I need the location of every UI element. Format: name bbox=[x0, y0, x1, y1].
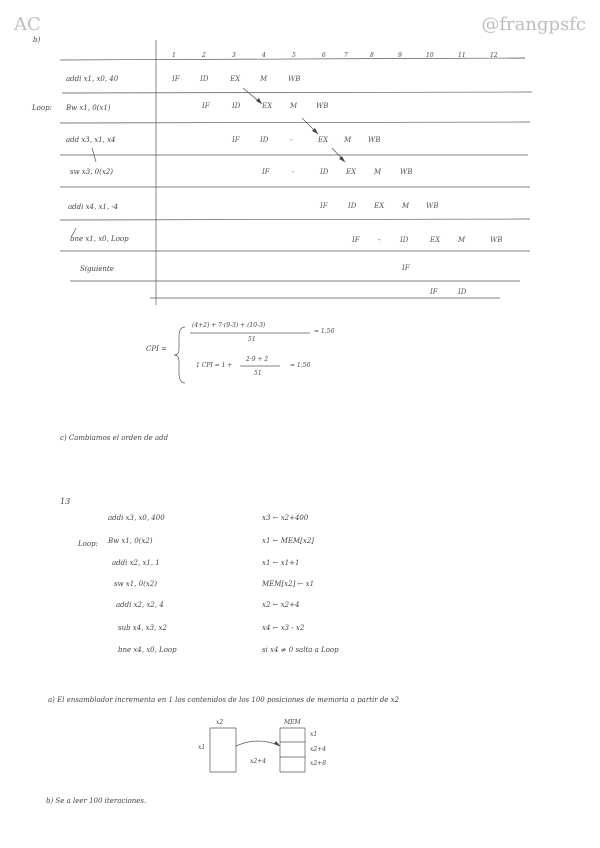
instr-label: sw x3, 0(x2) bbox=[70, 168, 113, 176]
note-a: a) El ensamblador incrementa en 1 los contenidos de los 100 posiciones de memoria a partir de x2 bbox=[48, 696, 400, 704]
stage-cell: - bbox=[290, 136, 293, 144]
code-desc: x1 ← MEM[x2] bbox=[262, 537, 315, 545]
code-desc: x2 ← x2+4 bbox=[262, 601, 300, 609]
watermark: @frangpsfc bbox=[481, 14, 586, 35]
cycle-6: 6 bbox=[322, 52, 326, 59]
loop-prefix: Loop: bbox=[78, 540, 98, 548]
stage-cell: M bbox=[374, 168, 382, 176]
stage-cell: M bbox=[402, 202, 410, 210]
stage-cell: IF bbox=[202, 102, 210, 110]
stage-cell: WB bbox=[400, 168, 413, 176]
code-desc: si x4 ≠ 0 salta a Loop bbox=[262, 646, 339, 654]
cpi-line1-den: 51 bbox=[248, 336, 256, 343]
stage-cell: - bbox=[378, 236, 381, 244]
cpi-line1-result: = 1.56 bbox=[314, 328, 335, 335]
stage-cell: IF bbox=[172, 75, 180, 83]
diagram-right-label: x2+8 bbox=[310, 760, 327, 767]
cpi-line2-result: = 1.56 bbox=[290, 362, 311, 369]
stage-cell: M bbox=[290, 102, 298, 110]
stage-cell: ID bbox=[458, 288, 467, 296]
instr-label: addi x1, x0, 40 bbox=[66, 75, 119, 83]
note-c: c) Cambiamos el orden de add bbox=[60, 434, 169, 442]
instr-label: Siguiente bbox=[80, 265, 114, 273]
stage-cell: ID bbox=[200, 75, 209, 83]
instr-label: Bw x1, 0(x1) bbox=[66, 104, 111, 112]
code-instr: bne x4, x0, Loop bbox=[118, 646, 177, 654]
stage-cell: ID bbox=[400, 236, 409, 244]
cycle-4: 4 bbox=[262, 52, 266, 59]
code-desc: x4 ← x3 - x2 bbox=[262, 624, 305, 632]
stage-cell: EX bbox=[318, 136, 329, 144]
stage-cell: IF bbox=[430, 288, 438, 296]
stage-cell: M bbox=[344, 136, 352, 144]
stage-cell: ID bbox=[320, 168, 329, 176]
cycle-3: 3 bbox=[232, 52, 236, 59]
code-desc: x3 ← x2+400 bbox=[262, 514, 309, 522]
diagram-mid: x2+4 bbox=[250, 758, 267, 765]
stage-cell: IF bbox=[232, 136, 240, 144]
stage-cell: M bbox=[260, 75, 268, 83]
stage-cell: ID bbox=[348, 202, 357, 210]
stage-cell: WB bbox=[426, 202, 439, 210]
code-instr: sub x4, x3, x2 bbox=[118, 624, 167, 632]
cycle-12: 12 bbox=[490, 52, 498, 59]
cycle-8: 8 bbox=[370, 52, 374, 59]
cycle-1: 1 bbox=[172, 52, 176, 59]
section-label: b) bbox=[33, 36, 41, 44]
stage-cell: EX bbox=[430, 236, 441, 244]
code-instr: addi x2, x2, 4 bbox=[116, 601, 164, 609]
stage-cell: IF bbox=[320, 202, 328, 210]
instr-label: add x3, x1, x4 bbox=[66, 136, 116, 144]
stage-cell: IF bbox=[262, 168, 270, 176]
cycle-9: 9 bbox=[398, 52, 402, 59]
loop-prefix: Loop: bbox=[32, 104, 52, 112]
instr-label: addi x4, x1, -4 bbox=[68, 203, 119, 211]
diagram-left-side: x1 bbox=[198, 744, 206, 751]
corner-mark: AC bbox=[14, 14, 41, 35]
stage-cell: IF bbox=[352, 236, 360, 244]
diagram-left-title: x2 bbox=[216, 719, 224, 726]
note-b: b) Se a leer 100 iteraciones. bbox=[46, 797, 147, 805]
stage-cell: WB bbox=[316, 102, 329, 110]
code-instr: Bw x1, 0(x2) bbox=[108, 537, 153, 545]
stage-cell: ID bbox=[232, 102, 241, 110]
diagram-right-label: x1 bbox=[310, 731, 318, 738]
stage-cell: WB bbox=[490, 236, 503, 244]
cpi-line2-den: 51 bbox=[254, 370, 262, 377]
stage-cell: EX bbox=[262, 102, 273, 110]
stage-cell: ID bbox=[260, 136, 269, 144]
stage-cell: IF bbox=[402, 264, 410, 272]
cycle-11: 11 bbox=[458, 52, 466, 59]
cpi-line2-num: 2·9 + 2 bbox=[246, 356, 269, 363]
stage-cell: WB bbox=[288, 75, 301, 83]
code-instr: sw x1, 0(x2) bbox=[114, 580, 157, 588]
cpi-label: CPI = bbox=[146, 345, 167, 353]
code-instr: addi x2, x1, 1 bbox=[112, 559, 160, 567]
cycle-7: 7 bbox=[344, 52, 348, 59]
stage-cell: WB bbox=[368, 136, 381, 144]
cycle-5: 5 bbox=[292, 52, 296, 59]
code-desc: MEM[x2] ← x1 bbox=[262, 580, 315, 588]
cpi-line1-num: (4+2) + 7·(9-3) + (10-3) bbox=[192, 322, 266, 329]
stage-cell: EX bbox=[374, 202, 385, 210]
cycle-2: 2 bbox=[202, 52, 206, 59]
stage-cell: EX bbox=[346, 168, 357, 176]
code-desc: x1 ← x1+1 bbox=[262, 559, 300, 567]
stage-cell: EX bbox=[230, 75, 241, 83]
code-instr: addi x3, x0, 400 bbox=[108, 514, 165, 522]
cycle-10: 10 bbox=[426, 52, 434, 59]
section-number: 13 bbox=[60, 497, 71, 506]
diagram-right-label: x2+4 bbox=[310, 746, 327, 753]
diagram-right-title: MEM bbox=[284, 719, 301, 726]
cpi-line2-lhs: 1 CPI = 1 + bbox=[196, 362, 233, 369]
stage-cell: M bbox=[458, 236, 466, 244]
stage-cell: - bbox=[292, 168, 295, 176]
instr-label: bne x1, x0, Loop bbox=[70, 235, 129, 243]
